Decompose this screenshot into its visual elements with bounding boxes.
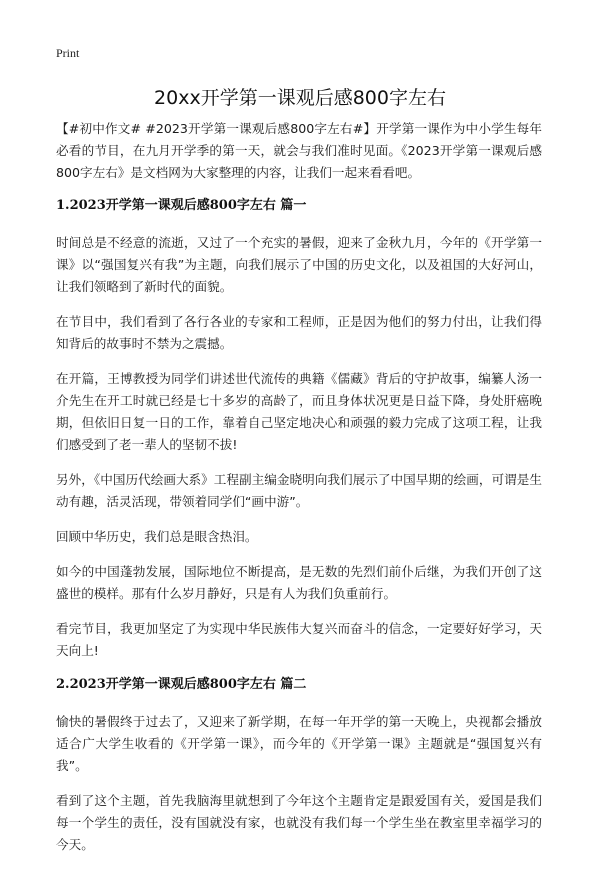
section-1 xyxy=(56,196,542,662)
body-paragraph: 愉快的暑假终于过去了，又迎来了新学期，在每一年开学的第一天晚上，央视都会播放适合广大学生收看的《开学第一课》，而今年的《开学第一课》主题就是“强国复兴有我”。 xyxy=(56,714,542,773)
body-paragraph: 在节目中，我们看到了各行各业的专家和工程师，正是因为他们的努力付出，让我们得知背后的故事时不禁为之震撼。 xyxy=(56,314,542,351)
body-paragraph: 在开篇，王博教授为同学们讲述世代流传的典籍《儒藏》背后的守护故事，编纂人汤一介先生在开工时就已经是七十多岁的高龄了，而且身体状况更是日益下降，身处肝癌晚期，但依旧日复一日的工作，靠着自己坚定地决心和顽强的毅力完成了这项工程，让我们感受到了老一辈人的坚韧不拔! xyxy=(56,371,542,452)
body-paragraph: 另外，《中国历代绘画大系》工程副主编金晓明向我们展示了中国早期的绘画，可谓是生动有趣，活灵活现，带领着同学们“画中游”。 xyxy=(56,472,542,509)
body-paragraph: 时间总是不经意的流逝，又过了一个充实的暑假，迎来了金秋九月，今年的《开学第一课》以“强国复兴有我”为主题，向我们展示了中国的历史文化，以及祖国的大好河山，让我们领略到了新时代的面貌。 xyxy=(56,235,542,294)
intro-paragraph: 【#初中作文# #2023开学第一课观后感800字左右#】开学第一课作为中小学生每年必看的节目，在九月开学季的第一天，就会与我们准时见面。《2023开学第一课观后感800字左右》是文档网为大家整理的内容，让我们一起来看看吧。 xyxy=(56,121,542,180)
body-paragraph: 看到了这个主题，首先我脑海里就想到了今年这个主题肯定是跟爱国有关，爱国是我们每一个学生的责任，没有国就没有家，也就没有我们每一个学生坐在教室里幸福学习的今天。 xyxy=(56,793,542,852)
section-heading: 1.2023开学第一课观后感800字左右 篇一 xyxy=(56,198,307,213)
section-heading: 2.2023开学第一课观后感800字左右 篇二 xyxy=(56,677,307,692)
body-paragraph: 看完节目，我更加坚定了为实现中华民族伟大复兴而奋斗的信念，一定要好好学习，天天向上! xyxy=(56,621,542,658)
print-link[interactable]: Print xyxy=(56,46,80,60)
document-title: 20xx开学第一课观后感800字左右 xyxy=(154,87,446,109)
body-paragraph: 如今的中国蓬勃发展，国际地位不断提高，是无数的先烈们前仆后继，为我们开创了这盛世的模样。那有什么岁月静好，只是有人为我们负重前行。 xyxy=(56,564,542,601)
section-2 xyxy=(56,675,542,856)
body-paragraph: 回顾中华历史，我们总是眼含热泪。 xyxy=(56,529,258,544)
document-body xyxy=(56,118,542,869)
